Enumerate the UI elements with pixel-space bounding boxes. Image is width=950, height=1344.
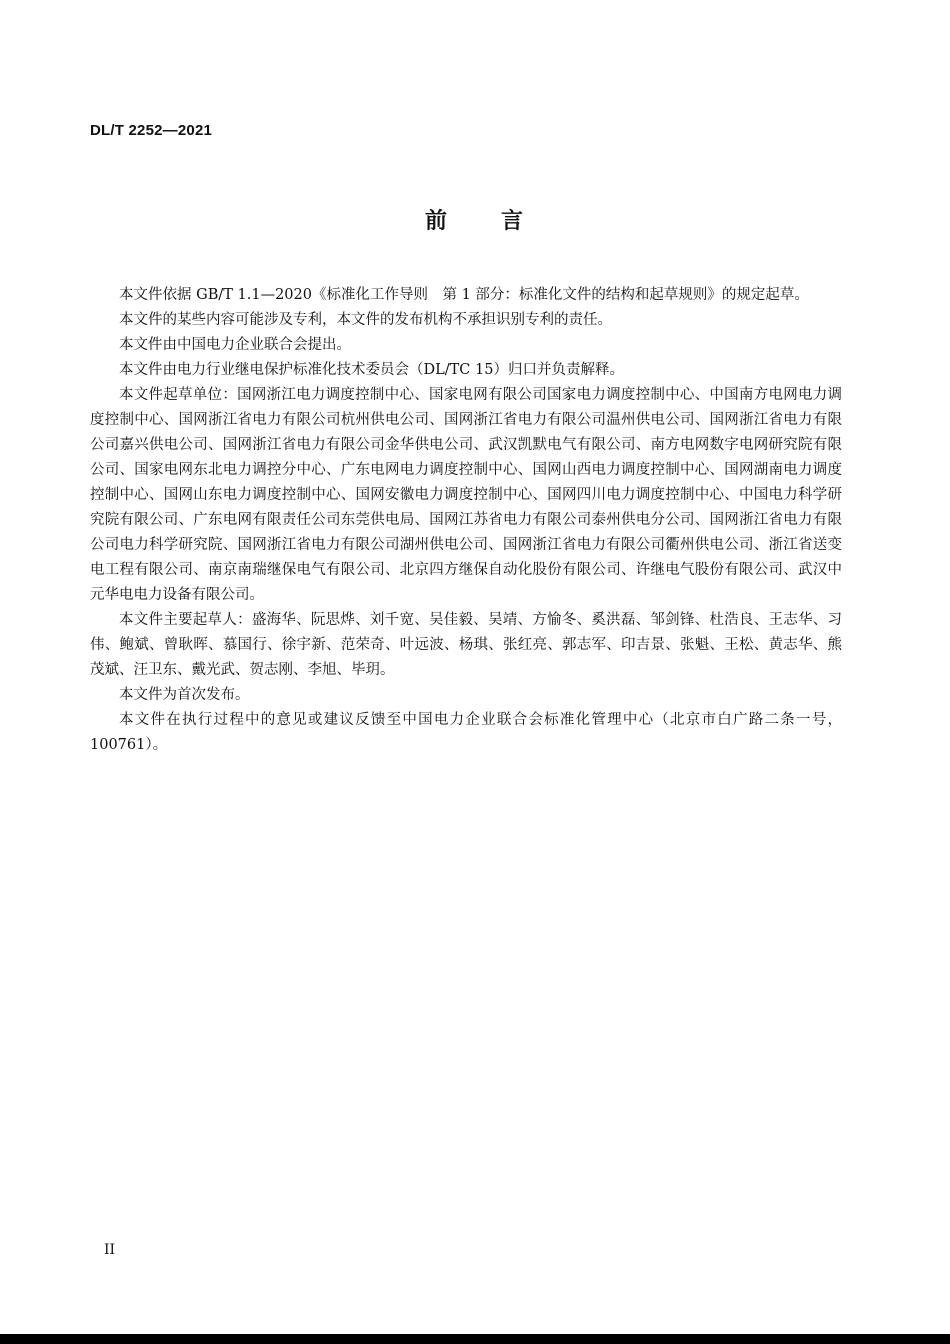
- page-number: II: [104, 1242, 116, 1258]
- paragraph-basis: 本文件依据 GB/T 1.1—2020《标准化工作导则 第 1 部分：标准化文件的结构和起草规则》的规定起草。: [119, 287, 809, 303]
- paragraph-first-release: 本文件为首次发布。: [119, 687, 250, 703]
- paragraph-patent: 本文件的某些内容可能涉及专利，本文件的发布机构不承担识别专利的责任。: [119, 312, 612, 328]
- document-code: DL/T 2252—2021: [90, 122, 213, 139]
- paragraph-drafting-units: 本文件起草单位：国网浙江电力调度控制中心、国家电网有限公司国家电力调度控制中心、中国南方电网电力调度控制中心、国网浙江省电力有限公司杭州供电公司、国网浙江省电力有限公司温州供电公司、国网浙江省电力有限公司嘉兴供电公司、国网浙江省电力有限公司金华供电公司、武汉凯默电气有限公司、南方电网数字电网研究院有限公司、国家电网东北电力调控分中心、广东电网电力调度控制中心、国网山西电力调度控制中心、国网湖南电力调度控制中心、国网山东电力调度控制中心、国网安徽电力调度控制中心、国网四川电力调度控制中心、中国电力科学研究院有限公司、广东电网有限责任公司东莞供电局、国网江苏省电力有限公司泰州供电分公司、国网浙江省电力有限公司电力科学研究院、国网浙江省电力有限公司湖州供电公司、国网浙江省电力有限公司衢州供电公司、浙江省送变电工程有限公司、南京南瑞继保电气有限公司、北京四方继保自动化股份有限公司、许继电气股份有限公司、武汉中元华电电力设备有限公司。: [90, 387, 842, 603]
- page-title: [0, 204, 950, 235]
- bottom-border: [0, 1334, 950, 1344]
- title-char-1: 前: [424, 209, 449, 234]
- paragraph-drafters: 本文件主要起草人：盛海华、阮思烨、刘千宽、吴佳毅、吴靖、方愉冬、奚洪磊、邹剑锋、杜浩良、王志华、习伟、鲍斌、曾耿晖、慕国行、徐宇新、范荣奇、叶远波、杨琪、张红亮、郭志军、印吉景、张魁、王松、黄志华、熊茂斌、汪卫东、戴光武、贺志刚、李旭、毕玥。: [90, 612, 842, 678]
- paragraph-feedback: 本文件在执行过程中的意见或建议反馈至中国电力企业联合会标准化管理中心（北京市白广路二条一号，100761）。: [90, 712, 842, 753]
- title-char-2: 言: [501, 209, 526, 234]
- foreword-body: [90, 283, 842, 758]
- paragraph-proposer: 本文件由中国电力企业联合会提出。: [119, 337, 351, 353]
- paragraph-committee: 本文件由电力行业继电保护标准化技术委员会（DL/TC 15）归口并负责解释。: [119, 362, 624, 378]
